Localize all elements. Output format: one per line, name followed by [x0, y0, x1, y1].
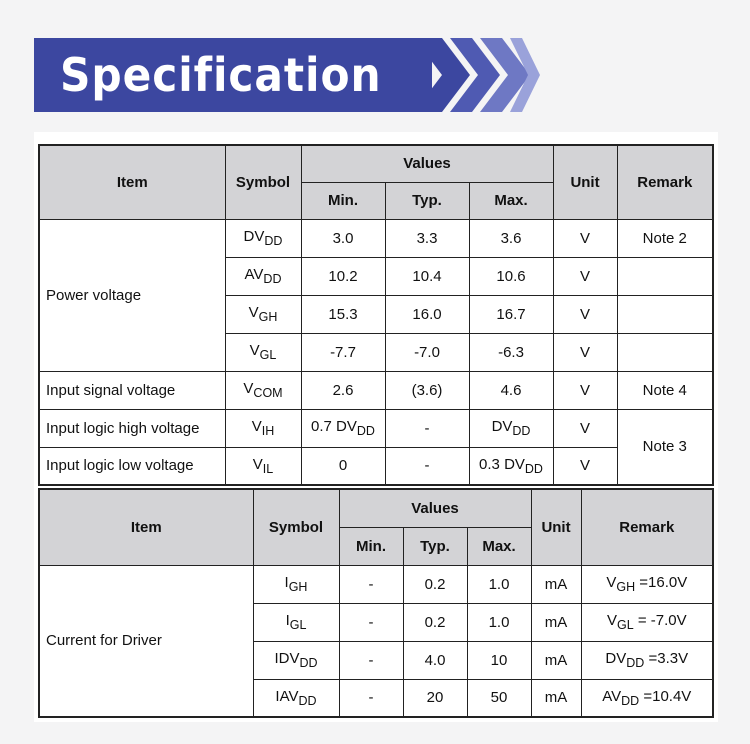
typ-cell: 3.3	[385, 219, 469, 257]
item-power-voltage: Power voltage	[39, 219, 225, 371]
voltage-spec-table	[38, 144, 714, 486]
min-cell: -	[339, 641, 403, 679]
max-cell: 10.6	[469, 257, 553, 295]
symbol-cell: $V_{IH}$	[225, 409, 301, 447]
header-symbol: Symbol	[253, 489, 339, 565]
table-row	[39, 447, 713, 485]
min-cell: -7.7	[301, 333, 385, 371]
header-remark: Remark	[617, 145, 713, 219]
table-row	[39, 371, 713, 409]
unit-cell: mA	[531, 603, 581, 641]
max-cell: 1.0	[467, 565, 531, 603]
unit-cell: V	[553, 409, 617, 447]
item-current-for-driver: Current for Driver	[39, 565, 253, 717]
remark-cell: $V_{GH} =16.0V$	[581, 565, 713, 603]
min-cell: -	[339, 565, 403, 603]
unit-cell: V	[553, 219, 617, 257]
header-max: Max.	[467, 527, 531, 565]
symbol-cell: $I_{GH}$	[253, 565, 339, 603]
min-cell: -	[339, 679, 403, 717]
typ-cell: 10.4	[385, 257, 469, 295]
min-cell: -	[339, 603, 403, 641]
symbol-cell: $V_{GH}$	[225, 295, 301, 333]
symbol-cell: $V_{COM}$	[225, 371, 301, 409]
max-cell: -6.3	[469, 333, 553, 371]
symbol-cell: $V_{GL}$	[225, 333, 301, 371]
header-min: Min.	[301, 182, 385, 219]
typ-cell: -7.0	[385, 333, 469, 371]
min-cell: 3.0	[301, 219, 385, 257]
item-input-logic-low: Input logic low voltage	[39, 447, 225, 485]
unit-cell: V	[553, 447, 617, 485]
symbol-cell: $DV_{DD}$	[225, 219, 301, 257]
table-row	[39, 565, 713, 603]
current-spec-table	[38, 488, 714, 718]
header-values: Values	[339, 489, 531, 527]
remark-cell: Note 4	[617, 371, 713, 409]
header-typ: Typ.	[385, 182, 469, 219]
max-cell: 4.6	[469, 371, 553, 409]
typ-cell: 4.0	[403, 641, 467, 679]
remark-cell: $DV_{DD} =3.3V$	[581, 641, 713, 679]
min-cell: 0.7 $DV_{DD}$	[301, 409, 385, 447]
typ-cell: 20	[403, 679, 467, 717]
unit-cell: V	[553, 371, 617, 409]
max-cell: 3.6	[469, 219, 553, 257]
min-cell: 0	[301, 447, 385, 485]
max-cell: 10	[467, 641, 531, 679]
header-item: Item	[39, 145, 225, 219]
symbol-cell: $I_{GL}$	[253, 603, 339, 641]
item-input-logic-high: Input logic high voltage	[39, 409, 225, 447]
max-cell: 0.3 $DV_{DD}$	[469, 447, 553, 485]
page-title: Specification	[60, 48, 382, 102]
header-item: Item	[39, 489, 253, 565]
remark-cell	[617, 295, 713, 333]
unit-cell: mA	[531, 679, 581, 717]
header-unit: Unit	[531, 489, 581, 565]
typ-cell: (3.6)	[385, 371, 469, 409]
typ-cell: 0.2	[403, 565, 467, 603]
remark-cell: Note 2	[617, 219, 713, 257]
unit-cell: mA	[531, 641, 581, 679]
remark-cell: $AV_{DD} =10.4V$	[581, 679, 713, 717]
symbol-cell: $V_{IL}$	[225, 447, 301, 485]
header-typ: Typ.	[403, 527, 467, 565]
min-cell: 10.2	[301, 257, 385, 295]
max-cell: 16.7	[469, 295, 553, 333]
unit-cell: V	[553, 295, 617, 333]
remark-note3: Note 3	[617, 409, 713, 485]
symbol-cell: $IDV_{DD}$	[253, 641, 339, 679]
unit-cell: V	[553, 257, 617, 295]
header-min: Min.	[339, 527, 403, 565]
header-values: Values	[301, 145, 553, 182]
item-input-signal-voltage: Input signal voltage	[39, 371, 225, 409]
header-symbol: Symbol	[225, 145, 301, 219]
typ-cell: 0.2	[403, 603, 467, 641]
symbol-cell: $AV_{DD}$	[225, 257, 301, 295]
table-row	[39, 409, 713, 447]
typ-cell: 16.0	[385, 295, 469, 333]
header-remark: Remark	[581, 489, 713, 565]
header-max: Max.	[469, 182, 553, 219]
chevron-arrows-icon	[410, 38, 550, 112]
unit-cell: mA	[531, 565, 581, 603]
header-unit: Unit	[553, 145, 617, 219]
max-cell: 1.0	[467, 603, 531, 641]
unit-cell: V	[553, 333, 617, 371]
max-cell: $DV_{DD}$	[469, 409, 553, 447]
typ-cell: -	[385, 409, 469, 447]
min-cell: 15.3	[301, 295, 385, 333]
max-cell: 50	[467, 679, 531, 717]
symbol-cell: $IAV_{DD}$	[253, 679, 339, 717]
remark-cell	[617, 333, 713, 371]
remark-cell	[617, 257, 713, 295]
typ-cell: -	[385, 447, 469, 485]
remark-cell: $V_{GL} = -7.0V$	[581, 603, 713, 641]
min-cell: 2.6	[301, 371, 385, 409]
table-row	[39, 219, 713, 257]
